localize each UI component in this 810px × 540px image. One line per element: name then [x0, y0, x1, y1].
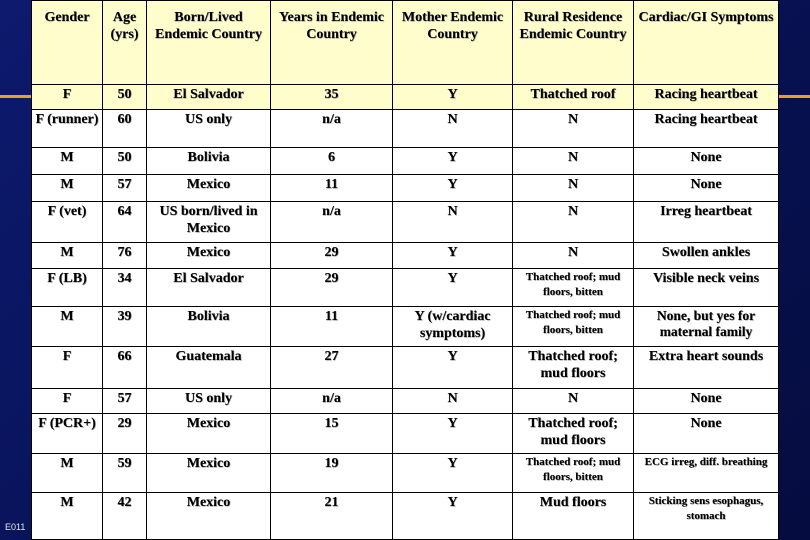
cell-gender: M [32, 493, 103, 540]
cell-gender: F (vet) [32, 202, 103, 243]
cell-mother: Y [393, 269, 513, 307]
cell-mother: N [393, 389, 513, 414]
cell-age: 57 [103, 175, 147, 202]
cell-rural: N [513, 148, 634, 175]
cell-symptoms: Racing heartbeat [634, 85, 779, 110]
cell-symptoms: None [634, 414, 779, 454]
cell-age: 39 [103, 307, 147, 347]
cell-mother: Y [393, 493, 513, 540]
header-age: Age (yrs) [103, 1, 147, 85]
cell-country: US born/lived in Mexico [147, 202, 271, 243]
cell-age: 57 [103, 389, 147, 414]
cell-years: 27 [271, 347, 393, 389]
table-row [32, 202, 779, 243]
cell-gender: F (PCR+) [32, 414, 103, 454]
cell-symptoms: None [634, 175, 779, 202]
cell-mother: Y (w/cardiac symptoms) [393, 307, 513, 347]
cell-country: US only [147, 110, 271, 148]
cell-symptoms: Sticking sens esophagus, stomach [634, 493, 779, 540]
table-row [32, 148, 779, 175]
cell-age: 66 [103, 347, 147, 389]
cell-rural: N [513, 243, 634, 269]
header-row [32, 1, 779, 85]
cell-country: Mexico [147, 175, 271, 202]
cell-gender: F [32, 85, 103, 110]
cell-symptoms: Extra heart sounds [634, 347, 779, 389]
cell-rural: Thatched roof; mud floors [513, 414, 634, 454]
cell-country: Mexico [147, 243, 271, 269]
cell-years: 35 [271, 85, 393, 110]
cell-years: n/a [271, 110, 393, 148]
cell-age: 29 [103, 414, 147, 454]
cell-rural: Thatched roof; mud floors, bitten [513, 269, 634, 307]
cell-age: 50 [103, 148, 147, 175]
cell-rural: Mud floors [513, 493, 634, 540]
cell-age: 50 [103, 85, 147, 110]
cell-gender: M [32, 148, 103, 175]
cell-mother: Y [393, 243, 513, 269]
cell-years: 21 [271, 493, 393, 540]
cell-rural: N [513, 389, 634, 414]
cell-country: El Salvador [147, 85, 271, 110]
cell-symptoms: Racing heartbeat [634, 110, 779, 148]
cell-mother: Y [393, 347, 513, 389]
table-row [32, 414, 779, 454]
cell-years: 15 [271, 414, 393, 454]
cell-country: El Salvador [147, 269, 271, 307]
header-mother: Mother Endemic Country [393, 1, 513, 85]
cell-age: 42 [103, 493, 147, 540]
cell-mother: Y [393, 85, 513, 110]
cell-country: Guatemala [147, 347, 271, 389]
cell-country: US only [147, 389, 271, 414]
cell-country: Mexico [147, 493, 271, 540]
cell-age: 60 [103, 110, 147, 148]
cell-gender: F [32, 347, 103, 389]
cell-symptoms: Irreg heartbeat [634, 202, 779, 243]
cell-years: 11 [271, 307, 393, 347]
cell-years: 6 [271, 148, 393, 175]
cell-gender: M [32, 243, 103, 269]
cell-rural: Thatched roof [513, 85, 634, 110]
cell-mother: N [393, 110, 513, 148]
cell-symptoms: None, but yes for maternal family [634, 307, 779, 347]
table-row [32, 110, 779, 148]
patient-table [31, 0, 779, 540]
cell-symptoms: Swollen ankles [634, 243, 779, 269]
cell-rural: Thatched roof; mud floors [513, 347, 634, 389]
table-row [32, 175, 779, 202]
cell-rural: Thatched roof; mud floors, bitten [513, 454, 634, 493]
cell-years: 29 [271, 269, 393, 307]
accent-rule-right [777, 95, 810, 98]
cell-gender: M [32, 454, 103, 493]
header-symptoms: Cardiac/GI Symptoms [634, 1, 779, 85]
cell-country: Bolivia [147, 148, 271, 175]
table-row [32, 493, 779, 540]
header-years: Years in Endemic Country [271, 1, 393, 85]
cell-symptoms: ECG irreg, diff. breathing [634, 454, 779, 493]
header-born-lived: Born/Lived Endemic Country [147, 1, 271, 85]
cell-years: n/a [271, 202, 393, 243]
cell-mother: Y [393, 454, 513, 493]
header-gender: Gender [32, 1, 103, 85]
table-row [32, 243, 779, 269]
slide-id: E011 [5, 522, 26, 532]
cell-years: 19 [271, 454, 393, 493]
cell-gender: M [32, 307, 103, 347]
cell-years: 29 [271, 243, 393, 269]
cell-rural: N [513, 202, 634, 243]
accent-rule-left [0, 95, 32, 98]
cell-rural: N [513, 110, 634, 148]
cell-country: Mexico [147, 454, 271, 493]
cell-gender: F [32, 389, 103, 414]
cell-years: n/a [271, 389, 393, 414]
cell-age: 59 [103, 454, 147, 493]
table-row [32, 454, 779, 493]
cell-rural: N [513, 175, 634, 202]
cell-gender: F (runner) [32, 110, 103, 148]
cell-mother: Y [393, 148, 513, 175]
cell-symptoms: None [634, 389, 779, 414]
cell-symptoms: None [634, 148, 779, 175]
cell-mother: Y [393, 414, 513, 454]
cell-age: 64 [103, 202, 147, 243]
table-row [32, 347, 779, 389]
cell-country: Mexico [147, 414, 271, 454]
cell-symptoms: Visible neck veins [634, 269, 779, 307]
table-row [32, 307, 779, 347]
cell-rural: Thatched roof; mud floors, bitten [513, 307, 634, 347]
cell-country: Bolivia [147, 307, 271, 347]
cell-years: 11 [271, 175, 393, 202]
table-row [32, 269, 779, 307]
cell-age: 76 [103, 243, 147, 269]
cell-gender: M [32, 175, 103, 202]
table-row [32, 389, 779, 414]
cell-mother: N [393, 202, 513, 243]
cell-gender: F (LB) [32, 269, 103, 307]
header-rural: Rural Residence Endemic Country [513, 1, 634, 85]
cell-mother: Y [393, 175, 513, 202]
table-row [32, 85, 779, 110]
cell-age: 34 [103, 269, 147, 307]
